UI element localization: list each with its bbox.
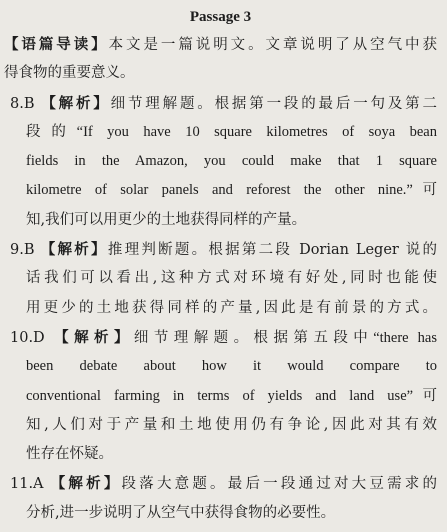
intro-text-2: 得食物的重要意义。: [4, 65, 135, 82]
intro-tag: 【语篇导读】: [4, 36, 109, 53]
q9-number: 9.B: [10, 242, 35, 259]
q9-tag: 【解析】: [38, 241, 108, 259]
q8-text-1: 细节理解题。根据第一段的最后一句及第二: [110, 95, 437, 112]
q11-number: 11.A: [10, 476, 44, 493]
q11-tag: 【解析】: [47, 475, 122, 493]
q10-text-1: 细节理解题。根据第五段中“there has: [133, 329, 437, 346]
intro-line-2: [4, 59, 437, 88]
q11-line-1: [4, 469, 437, 498]
q8-line-5: 知,我们可以用更少的土地获得同样的产量。: [26, 211, 307, 228]
q8-tag: 【解析】: [38, 94, 111, 112]
q10-line-2: been debate about how it would compare to: [26, 358, 437, 375]
q8-number: 8.B: [10, 95, 35, 112]
q9-line-2: 话我们可以看出,这种方式对环境有好处,同时也能使: [26, 270, 437, 287]
q10-line-3: conventional farming in terms of yields and land use”可: [26, 387, 437, 404]
passage-title: Passage 3: [189, 9, 252, 25]
q8-line-1: [4, 89, 437, 118]
q9-text-1: 推理判断题。根据第二段 Dorian Leger 说的: [107, 242, 437, 259]
q9-line-1: [4, 235, 437, 264]
q9-line-3: 用更少的土地获得同样的产量,因此是有前景的方式。: [26, 299, 437, 316]
q11-text-1: 段落大意题。最后一段通过对大豆需求的: [121, 476, 437, 493]
q8-line-4: kilometre of solar panels and reforest the other nine.”可: [26, 182, 437, 199]
q8-line-2: 段的“If you have 10 square kilometres of soya bean: [26, 123, 437, 140]
q10-line-1: [4, 323, 437, 352]
q8-line-3: fields in the Amazon, you could make that 1 square: [26, 153, 437, 170]
intro-line-1: [4, 30, 437, 59]
q11-line-2: 分析,进一步说明了从空气中获得食物的必要性。: [26, 504, 336, 521]
q10-tag: 【解析】: [48, 328, 134, 346]
intro-text-1: 本文是一篇说明文。文章说明了从空气中获: [108, 37, 437, 53]
q10-number: 10.D: [10, 329, 45, 346]
q10-line-5: 性存在怀疑。: [26, 446, 113, 463]
q10-line-4: 知,人们对于产量和土地使用仍有争论,因此对其有效: [26, 416, 437, 433]
